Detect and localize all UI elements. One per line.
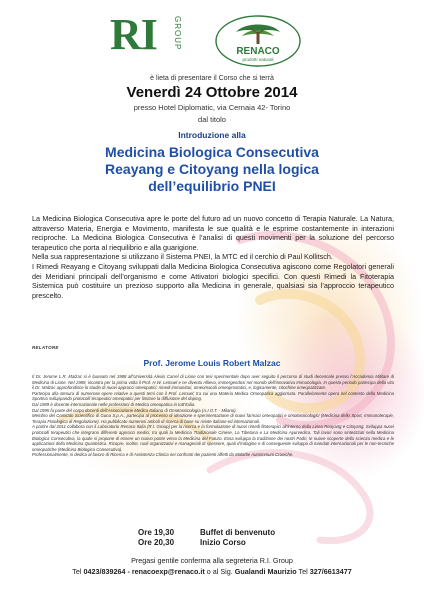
- contact-name: Gualandi Maurizio: [234, 567, 297, 576]
- body-paragraph: I Rimedi Reayang e Citoyang sviluppati dalla Medicina Biologica Consecutiva agiscono come Regolatori generali dei Meridiani principali dell’organismo e come Attivatori biologici specifici. Con questi Rimedi la Fitoterapia Sistemica può costituire un prezioso supporto alla Medicina in generale, qualsiasi sia l’approccio terapeutico prescelto.: [32, 261, 394, 300]
- bio-paragraph: Partecipa alla stesura di numerose opere relative a questi temi con il Prof. Lemuel; tra cui una Materia Medica Omeopatica aggiornata. Parallelamente opera nel contesto della Medicina Sportiva sviluppando protocolli terapeutici omeopatici per limitare la diffusione del doping.: [32, 390, 394, 402]
- bio-paragraph: Membro del Comitato Scientifico di Guna S.p.A., partecipa al processo di ideazione e sperimentazione di nuovi farmaci omeopatici e omotossicologici (Medicina dello Sport, Immunoterapie, Terapia Fisiologica di Regolazione). Ha pubblicato numerosi articoli di ricerca di base su riviste italiane ed internazionali.: [32, 413, 394, 424]
- rsvp-note: Pregasi gentile conferma alla segreteria R.I. Group: [131, 556, 293, 565]
- event-venue: presso Hotel Diplomatic, via Cernaia 42- Torino: [133, 103, 291, 112]
- rsvp-contacts: [0, 567, 424, 576]
- renaco-logo: [214, 14, 302, 68]
- phone-number[interactable]: 0423/839264: [83, 567, 126, 576]
- bio-paragraph: A partire dal 2011 collabora con il Laboratorio Renaco Italia (R.I. Group) per la ricerca e la formulazione di nuovi rimedi fitoterapici all’interno della Linea Reayang e Citoyang. Sviluppa nuovi protocolli terapeutici che integrano differenti approcci medici, tra quali la Medicina Tradizionale Cinese, La Tibetana e La Medicina Ayurvedica. Tali lavori sono sintetizzati nella Medicina Biologica Consecutiva, la quale si propone di essere un nuovo ponte verso la Medicina del Futuro. Essa sviluppa la tradizione dei nostri Padri, le nuove scoperte della scienza medica e le applicazioni della Medicina Quantistica. Ricopre, inoltre, ruoli organizzativi e manageriali di spessore, quali d’indagine e di conseguente sviluppo di mandati internazionali per le non-tecniche omeopatiche (Medicina Biologica Consecutiva).: [32, 424, 394, 452]
- bio-paragraph: Professionalmente, si dedica al lavoro di Ricerca e di Assistenza Clinica nei confronti dei pazienti affetti da Malattie Autoimmuni Croniche.: [32, 452, 294, 458]
- ri-group-logo: [110, 10, 206, 60]
- ri-logo-group-text: GROUP: [173, 16, 182, 51]
- ri-logo-letters: RI: [110, 10, 157, 59]
- title-line-1: Medicina Biologica Consecutiva: [105, 144, 319, 160]
- renaco-logo-subtext: prodotti naturali: [242, 57, 274, 62]
- description-body: [32, 214, 394, 300]
- bio-paragraph: Dal 1989 è docente internazionale nelle professioni di Medica omeopatica in tutt’Italia.: [32, 401, 196, 407]
- schedule-events: [200, 528, 320, 548]
- phone-label: Tel: [72, 567, 82, 576]
- schedule-time: Ore 19,30: [138, 528, 175, 537]
- phone-number-2[interactable]: 327/6613477: [309, 567, 352, 576]
- intro-text: è lieta di presentare il Corso che si terrà: [150, 75, 274, 82]
- main-title: [0, 144, 424, 195]
- body-paragraph: La Medicina Biologica Consecutiva apre le porte del futuro ad un nuovo concetto di Terapia Naturale. La Natura, attraverso Materia, Energia e Movimento, manifesta le sue qualità e le esprime costantemente in interazioni reciproche. La Medicina Biologica Consecutiva è l’analisi di questi movimenti per la soluzione del percorso terapeutico che porta al riequilibrio e alla guarigione.: [32, 214, 394, 252]
- contact-prefix: o al Sig.: [206, 567, 233, 576]
- event-subtitle: dal titolo: [198, 115, 226, 124]
- phone-label-2: Tel: [298, 567, 308, 576]
- email-link[interactable]: - renacoexp@renaco.it: [127, 567, 205, 576]
- schedule-time: Ore 20,30: [138, 538, 175, 547]
- title-line-2: Reayang e Citoyang nella logica: [105, 161, 319, 177]
- schedule-event: Inizio Corso: [200, 538, 246, 547]
- title-line-3: dell’equilibrio PNEI: [148, 178, 276, 194]
- speaker-bio: [32, 374, 394, 458]
- speaker-name: Prof. Jerome Louis Robert Malzac: [143, 358, 281, 368]
- intro-title: Introduzione alla: [178, 130, 246, 140]
- renaco-logo-text: RENACO: [236, 46, 280, 57]
- bio-paragraph: Il Dr. Jerome L.R. Malzac si è laureato nel 1988 all’Università Alexis Carrel di Lione con tesi sperimentale dopo aver seguito il percorso di studi decennale presso l’Accademia Militare di Medicina di Lione. Nel 1989, incontra per la prima volta il Prof. H.W. Lemuel e ne diventa Allievo, immergendosi nel mondo dell’innovativa Immunologia. In questo periodo partecipa della vita il Dr. Malzac approfondisce lo studio di nuovi approcci omeopatici: rimedi immunitari, omeomacoli omeoprostatici, e, logicamente, citochine omeopatizzate.: [32, 374, 394, 391]
- event-date: Venerdì 24 Ottobre 2014: [126, 84, 298, 101]
- schedule-event: Buffet di benvenuto: [200, 528, 276, 537]
- body-paragraph: Nella sua rappresentazione si utilizzano il Sistema PNEI, la MTC ed il cerchio di Paul Kollitsch.: [32, 252, 333, 262]
- speaker-label: RELATORE: [32, 345, 59, 350]
- bio-paragraph: Dal 1995 fa parte del corpo docenti dell’Associazione Medica Italiana di Omotossicologia (A.I.O.T. - Milano).: [32, 407, 237, 413]
- schedule-times: [138, 528, 188, 548]
